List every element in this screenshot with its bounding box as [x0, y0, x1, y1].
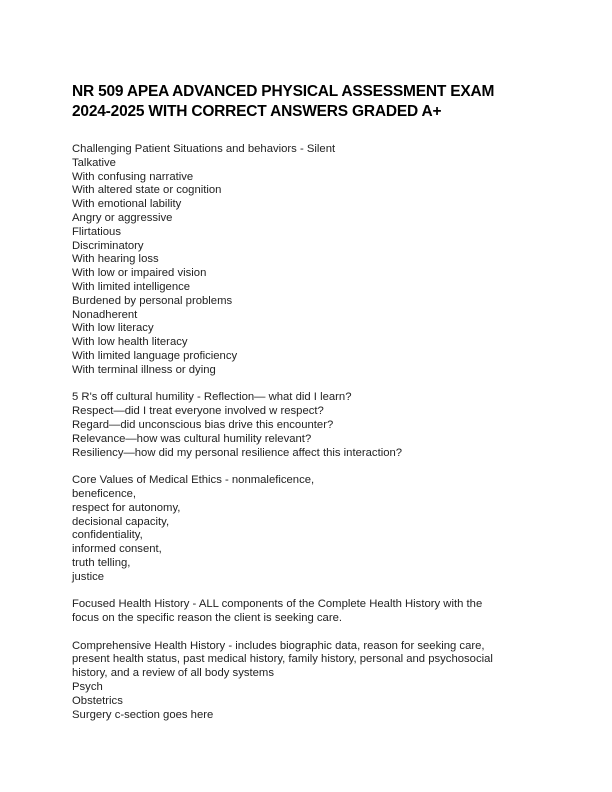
text-line: Obstetrics: [72, 694, 123, 707]
text-line: With limited language proficiency: [72, 349, 238, 362]
text-line: With low health literacy: [72, 336, 188, 349]
text-line: respect for autonomy,: [72, 501, 181, 514]
text-line: Challenging Patient Situations and behaviors - Silent: [72, 143, 336, 155]
text-line: With confusing narrative: [72, 170, 194, 183]
text-line: truth telling,: [72, 556, 131, 569]
text-line: With hearing loss: [72, 253, 159, 266]
text-line: Resiliency—how did my personal resilience affect this interaction?: [72, 446, 403, 459]
text-line: decisional capacity,: [72, 515, 170, 528]
text-line: Relevance—how was cultural humility relevant?: [72, 432, 312, 445]
text-line: With terminal illness or dying: [72, 363, 216, 376]
text-line: With low or impaired vision: [72, 267, 207, 280]
text-line: 5 R's off cultural humility - Reflection— what did I learn?: [72, 391, 352, 404]
text-line: Psych: [72, 681, 103, 694]
text-line: beneficence,: [72, 487, 137, 500]
title-line-2: 2024-2025 WITH CORRECT ANSWERS GRADED A+: [72, 103, 442, 120]
text-line: With altered state or cognition: [72, 184, 222, 197]
text-line: confidentiality,: [72, 529, 143, 542]
challenging-situations-section: [72, 143, 542, 378]
text-line: focus on the specific reason the client is seeking care.: [72, 612, 343, 625]
five-rs-section: [72, 391, 542, 460]
text-line: Respect—did I treat everyone involved w respect?: [72, 405, 324, 418]
document-page: [72, 82, 542, 736]
text-line: Talkative: [72, 156, 116, 169]
text-line: Burdened by personal problems: [72, 294, 233, 307]
text-line: Comprehensive Health History - includes biographic data, reason for seeking care,: [72, 639, 485, 652]
text-line: Surgery c-section goes here: [72, 708, 214, 721]
text-line: justice: [72, 570, 105, 583]
comprehensive-history-section: [72, 640, 542, 723]
text-line: Angry or aggressive: [72, 211, 173, 224]
document-title: [72, 82, 542, 122]
medical-ethics-section: [72, 474, 542, 584]
text-line: present health status, past medical history, family history, personal and psychosocial: [72, 653, 493, 666]
text-line: With emotional lability: [72, 198, 182, 211]
text-line: Regard—did unconscious bias drive this encounter?: [72, 418, 334, 431]
text-line: Discriminatory: [72, 239, 144, 252]
text-line: Nonadherent: [72, 308, 138, 321]
text-line: With limited intelligence: [72, 280, 191, 293]
text-line: With low literacy: [72, 322, 154, 335]
text-line: Core Values of Medical Ethics - nonmaleficence,: [72, 474, 315, 487]
text-line: Focused Health History - ALL components of the Complete Health History with the: [72, 598, 483, 611]
text-line: informed consent,: [72, 543, 162, 556]
focused-history-section: [72, 598, 542, 626]
text-line: history, and a review of all body systems: [72, 667, 274, 680]
text-line: Flirtatious: [72, 225, 121, 238]
title-line-1: NR 509 APEA ADVANCED PHYSICAL ASSESSMENT EXAM: [72, 83, 495, 100]
